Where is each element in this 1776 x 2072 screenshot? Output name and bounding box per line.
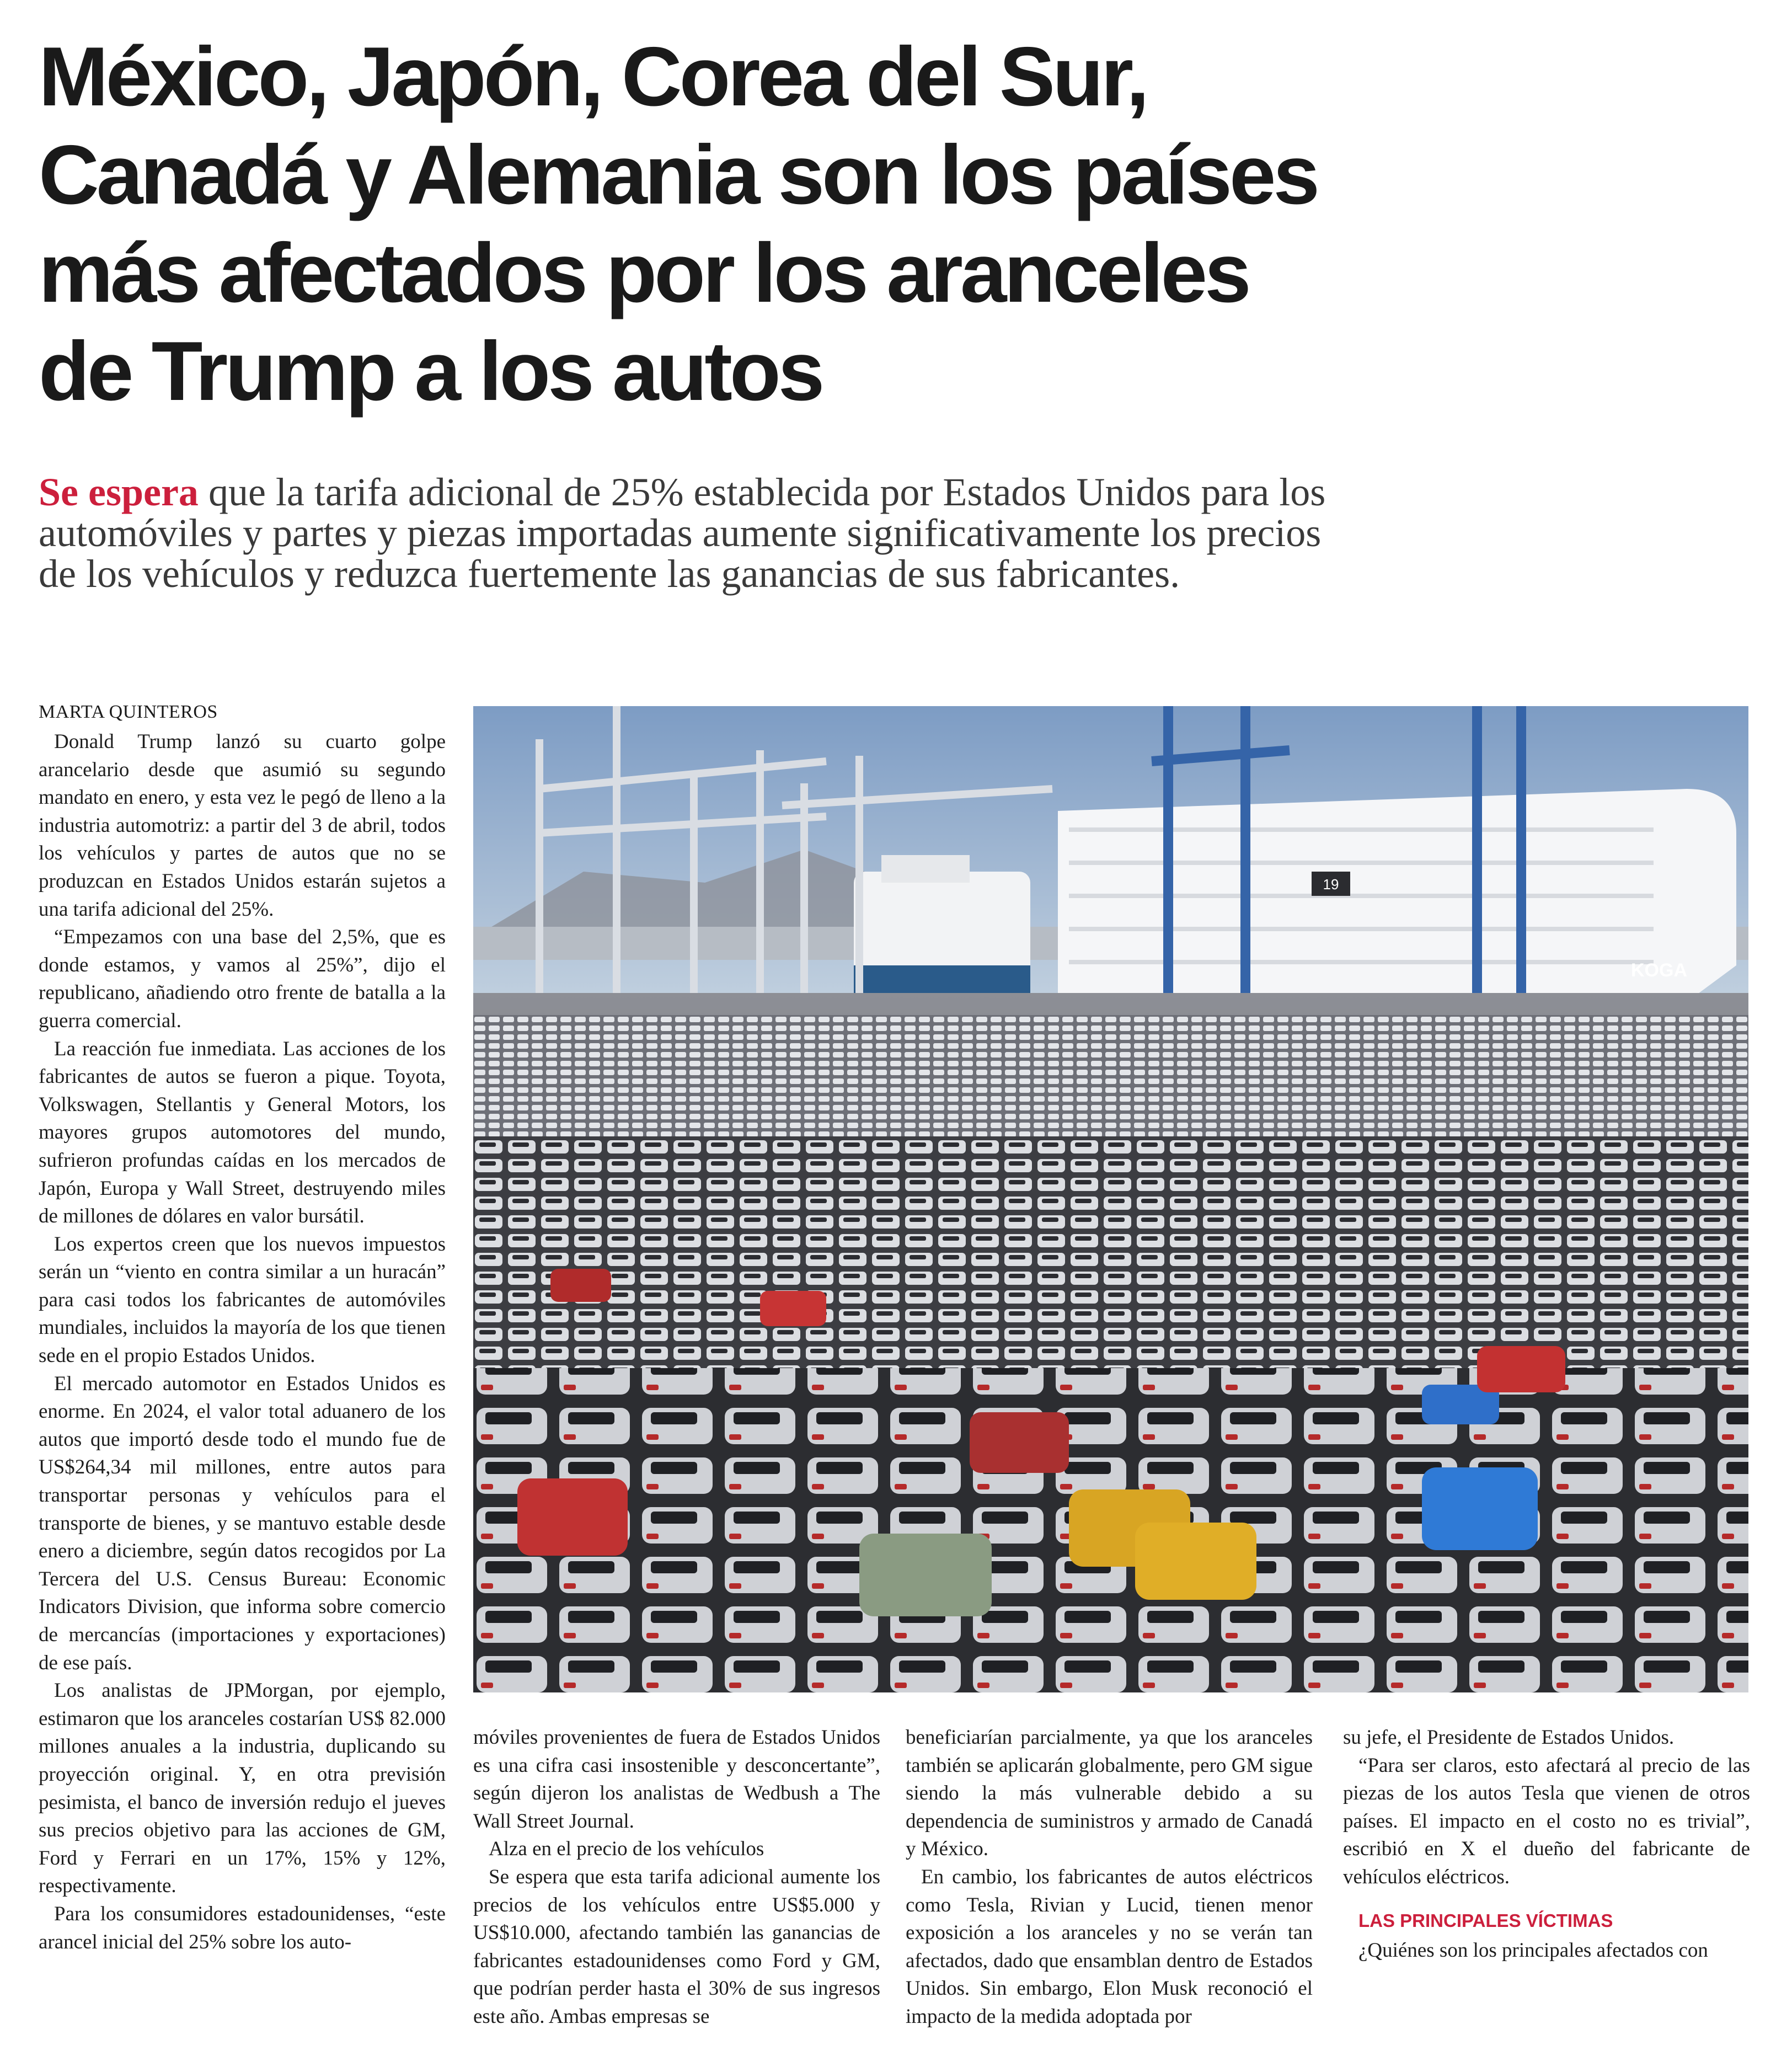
section-label: LAS PRINCIPALES VÍCTIMAS <box>1358 1910 1613 1931</box>
deck <box>39 472 1346 594</box>
port-illustration <box>473 706 1748 1692</box>
ship-number: 19 <box>1323 876 1339 893</box>
paragraph: El mercado automotor en Estados Unidos es enorme. En 2024, el valor total aduanero de los autos que importó desde todo el mundo fue de US$264,34 mil millones, entre autos para transportar personas y vehículos para el transporte de bienes, y se mantuvo estable desde enero a diciembre, según datos recogidos por La Tercera del U.S. Census Bureau: Economic Indicators Division, que informa sobre comercio de mercancías (importaciones y exportaciones) de ese país. <box>39 1372 446 1674</box>
byline: MARTA QUINTEROS <box>39 702 218 722</box>
paragraph: En cambio, los fabricantes de autos eléctricos como Tesla, Rivian y Lucid, tienen menor exposición a los aranceles y no se verán tan afectados, dado que ensamblan dentro de Estados Unidos. Sin embargo, Elon Musk reconoció el impacto de la medida adoptada por <box>906 1865 1313 2028</box>
paragraph: Donald Trump lanzó su cuarto golpe arancelario desde que asumió su segundo mandato en enero, y esta vez le pegó de lleno a la industria automotriz: a partir del 3 de abril, todos los vehículos y partes de autos que no se produzcan en Estados Unidos estarán sujetos a una tarifa adicional del 25%. <box>39 730 446 921</box>
paragraph: Los expertos creen que los nuevos impuestos serán un “viento en contra similar a un huracán” para casi todos los fabricantes de automóviles mundiales, incluidos la mayoría de los que tienen sede en el propio Estados Unidos. <box>39 1232 446 1368</box>
paragraph: Se espera que esta tarifa adicional aumente los precios de los vehículos entre US$5.000 y US$10.000, afectando también las ganancias de fabricantes estadounidenses como Ford y GM, que podrían perder hasta el 30% de sus ingresos este año. Ambas empresas se <box>473 1865 880 2028</box>
subheading: Alza en el precio de los vehículos <box>489 1838 764 1861</box>
headline: México, Japón, Corea del Sur, Canadá y Alemania son los países más afectados por los aranceles de Trump a los autos <box>39 30 1318 418</box>
paragraph: “Para ser claros, esto afectará al precio de las piezas de los autos Tesla que vienen de otros países. El impacto en el costo no es trivial”, escribió en X el dueño del fabricante de vehículos eléctricos. <box>1343 1754 1750 1888</box>
deck-lead: Se espera <box>39 470 199 514</box>
body-column-1 <box>39 728 446 1956</box>
body-column-2 <box>473 1724 880 2031</box>
deck-text: que la tarifa adicional de 25% establecida por Estados Unidos para los automóviles y partes y piezas importadas aumente significativamente los precios de los vehículos y reduzca fuertemente las ganancias de sus fabricantes. <box>39 470 1326 596</box>
paragraph: móviles provenientes de fuera de Estados Unidos es una cifra casi insostenible y desconcertante”, según dijeron los analistas de Wedbush a The Wall Street Journal. <box>473 1726 880 1833</box>
body-column-4 <box>1343 1724 1750 1965</box>
paragraph: Los analistas de JPMorgan, por ejemplo, estimaron que los aranceles costarían US$ 82.000 millones anuales a la industria, duplicando su proyección original. Y, en otra previsión pesimista, el banco de inversión redujo el jueves sus precios objetivo para las acciones de GM, Ford y Ferrari en un 17%, 15% y 12%, respectivamente. <box>39 1679 446 1898</box>
paragraph: Para los consumidores estadounidenses, “este arancel inicial del 25% sobre los auto- <box>39 1902 446 1953</box>
paragraph: ¿Quiénes son los principales afectados con <box>1358 1939 1708 1962</box>
paragraph: “Empezamos con una base del 2,5%, que es donde estamos, y vamos al 25%”, dijo el republicano, añadiendo otro frente de batalla a la guerra comercial. <box>39 926 446 1032</box>
ship-label: KOGA <box>1631 960 1687 981</box>
paragraph: La reacción fue inmediata. Las acciones de los fabricantes de autos se fueron a pique. Toyota, Volkswagen, Stellantis y General Motors, los mayores grupos automotores del mundo, sufrieron profundas caídas en los mercados de Japón, Europa y Wall Street, destruyendo miles de millones de dólares en valor bursátil. <box>39 1037 446 1228</box>
cargo-ship-left <box>854 855 1030 998</box>
paragraph: su jefe, el Presidente de Estados Unidos. <box>1343 1726 1675 1749</box>
photo-port-cars <box>473 706 1748 1692</box>
body-column-3 <box>906 1724 1313 2031</box>
paragraph: beneficiarían parcialmente, ya que los aranceles también se aplicarán globalmente, pero GM sigue siendo la más vulnerable debido a su dependencia de suministros y armado de Canadá y México. <box>906 1726 1313 1861</box>
